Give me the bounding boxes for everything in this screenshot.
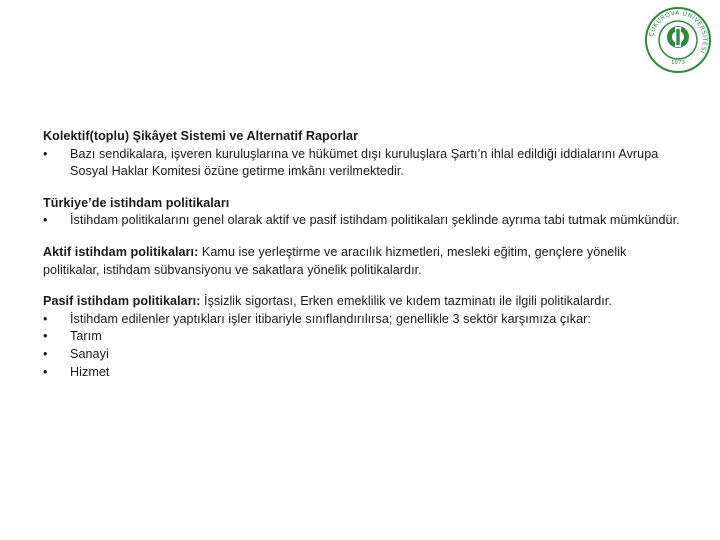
section-heading: Türkiye’de istihdam politikaları <box>43 195 230 210</box>
term-definition: İşsizlik sigortası, Erken emeklilik ve kıdem tazminatı ile ilgili politikalardır. <box>200 294 612 309</box>
university-logo <box>644 6 712 74</box>
list-item-text: İstihdam politikalarını genel olarak aktif ve pasif istihdam politikaları şeklinde ayrıma tabi tutmak mümkündür. <box>70 213 680 228</box>
term-label: Pasif istihdam politikaları: <box>43 294 201 309</box>
list-item-text: Hizmet <box>70 364 110 379</box>
bullet-icon: • <box>43 146 48 161</box>
list-item-text: İstihdam edilenler yaptıkları işler itibariyle sınıflandırılırsa; genellikle 3 sektör karşımıza çıkar: <box>70 311 591 326</box>
list-item <box>43 146 683 181</box>
section-employment-policies <box>43 195 683 230</box>
bullet-icon: • <box>43 213 48 228</box>
bullet-icon: • <box>43 364 48 379</box>
list-item-text: Sanayi <box>70 346 109 361</box>
bullet-icon: • <box>43 311 48 326</box>
list-item <box>43 346 683 364</box>
list-item <box>43 212 683 230</box>
section-heading: Kolektif(toplu) Şikâyet Sistemi ve Alternatif Raporlar <box>43 129 359 143</box>
section-passive-policies <box>43 293 683 381</box>
term-definition: Kamu ise yerleştirme ve aracılık hizmetleri, mesleki eğitim, gençlere yönelik politikalar, istihdam sübvansiyonu ve sakatlara yönelik politikalardır. <box>43 244 627 277</box>
logo-ring-text: ÇUKUROVA ÜNİVERSİTESİ <box>648 9 709 55</box>
bullet-icon: • <box>43 346 48 361</box>
list-item <box>43 328 683 346</box>
section-complaint-system <box>43 128 683 181</box>
list-item <box>43 364 683 382</box>
logo-year: 1973 <box>671 60 685 66</box>
term-label: Aktif istihdam politikaları: <box>43 244 199 259</box>
section-active-policies <box>43 244 683 279</box>
list-item <box>43 311 683 329</box>
university-seal-icon <box>644 6 712 74</box>
bullet-icon: • <box>43 329 48 344</box>
list-item-text: Bazı sendikalara, işveren kuruluşlarına ve hükümet dışı kuruluşlara Şartı’n ihlal edildiği iddialarını Avrupa Sosyal Haklar Komitesi özüne getirme imkânı verilmektedir. <box>70 146 659 179</box>
slide-content <box>43 128 683 395</box>
list-item-text: Tarım <box>70 329 102 344</box>
